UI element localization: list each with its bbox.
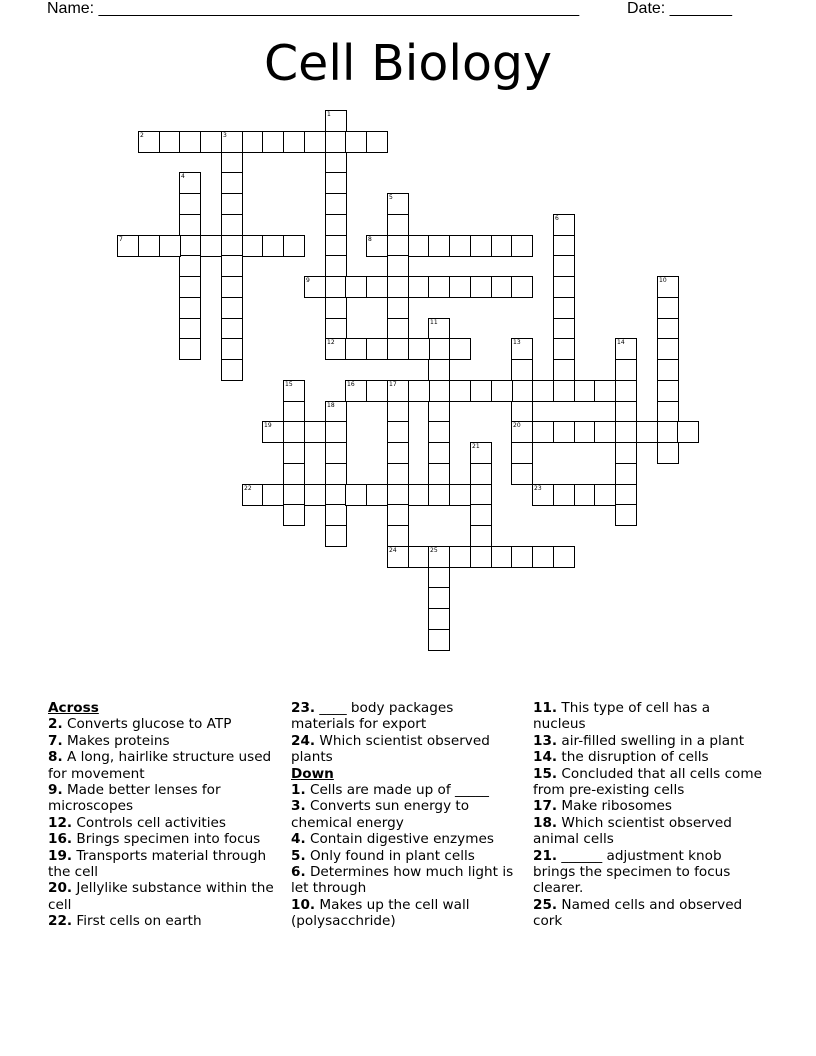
across-clue [48, 880, 278, 913]
grid-cell[interactable] [553, 255, 575, 277]
grid-cell[interactable] [532, 546, 554, 568]
grid-cell[interactable] [387, 338, 409, 360]
grid-cell[interactable] [553, 214, 575, 236]
grid-cell[interactable] [366, 380, 388, 402]
grid-cell[interactable] [200, 235, 222, 257]
grid-cell[interactable] [283, 421, 305, 443]
grid-cell[interactable] [470, 525, 492, 547]
across-clue [48, 815, 278, 831]
clue-text: Controls cell activities [76, 814, 226, 831]
grid-cell[interactable] [221, 152, 243, 174]
down-clue [291, 864, 521, 897]
grid-cell[interactable] [657, 297, 679, 319]
grid-cell[interactable] [657, 421, 679, 443]
grid-cell[interactable] [511, 546, 533, 568]
clue-text: Named cells and observed cork [533, 896, 743, 930]
clue-text: Make ribosomes [561, 798, 672, 815]
grid-cell[interactable] [387, 484, 409, 506]
grid-clue-number: 18 [327, 402, 335, 409]
grid-cell[interactable] [283, 484, 305, 506]
grid-cell[interactable] [511, 463, 533, 485]
grid-cell[interactable] [304, 421, 326, 443]
grid-cell[interactable] [387, 214, 409, 236]
grid-cell[interactable] [179, 276, 201, 298]
grid-cell[interactable] [262, 484, 284, 506]
grid-cell[interactable] [242, 484, 264, 506]
grid-cell[interactable] [325, 172, 347, 194]
grid-cell[interactable] [428, 629, 450, 651]
grid-cell[interactable] [387, 255, 409, 277]
clue-text: Jellylike substance within the cell [48, 880, 274, 913]
grid-cell[interactable] [262, 131, 284, 153]
grid-cell[interactable] [200, 131, 222, 153]
grid-cell[interactable] [657, 401, 679, 423]
grid-clue-number: 17 [389, 381, 397, 388]
down-clue [291, 798, 521, 831]
grid-cell[interactable] [179, 131, 201, 153]
clue-text: Brings specimen into focus [76, 831, 261, 848]
grid-cell[interactable] [428, 318, 450, 340]
grid-cell[interactable] [179, 255, 201, 277]
grid-cell[interactable] [179, 297, 201, 319]
grid-cell[interactable] [594, 421, 616, 443]
grid-cell[interactable] [532, 484, 554, 506]
grid-cell[interactable] [615, 401, 637, 423]
grid-cell[interactable] [574, 380, 596, 402]
grid-cell[interactable] [511, 276, 533, 298]
grid-cell[interactable] [449, 380, 471, 402]
grid-cell[interactable] [511, 401, 533, 423]
grid-cell[interactable] [574, 421, 596, 443]
grid-cell[interactable] [428, 359, 450, 381]
grid-cell[interactable] [408, 484, 430, 506]
down-clue [291, 782, 521, 798]
grid-cell[interactable] [387, 297, 409, 319]
grid-cell[interactable] [283, 504, 305, 526]
clue-number: 8. [48, 749, 63, 766]
grid-cell[interactable] [325, 401, 347, 423]
grid-cell[interactable] [221, 338, 243, 360]
grid-clue-number: 12 [327, 339, 335, 346]
grid-cell[interactable] [511, 359, 533, 381]
clue-number: 22. [48, 913, 73, 930]
grid-cell[interactable] [615, 421, 637, 443]
clue-number: 18. [533, 814, 558, 831]
grid-cell[interactable] [345, 484, 367, 506]
grid-cell[interactable] [553, 276, 575, 298]
grid-cell[interactable] [221, 235, 243, 257]
grid-cell[interactable] [242, 235, 264, 257]
grid-cell[interactable] [387, 318, 409, 340]
grid-cell[interactable] [179, 318, 201, 340]
down-clue [291, 831, 521, 847]
clue-text: Cells are made up of _____ [309, 782, 489, 799]
grid-cell[interactable] [594, 484, 616, 506]
grid-cell[interactable] [428, 421, 450, 443]
grid-cell[interactable] [657, 442, 679, 464]
grid-cell[interactable] [428, 338, 450, 360]
grid-cell[interactable] [408, 338, 430, 360]
grid-cell[interactable] [428, 276, 450, 298]
grid-cell[interactable] [283, 380, 305, 402]
clue-text: the disruption of cells [561, 749, 709, 766]
clue-text: Converts sun energy to chemical energy [291, 798, 470, 831]
grid-cell[interactable] [283, 235, 305, 257]
grid-cell[interactable] [470, 235, 492, 257]
grid-cell[interactable] [325, 463, 347, 485]
grid-cell[interactable] [325, 255, 347, 277]
clue-number: 14. [533, 749, 558, 766]
across-clue [48, 782, 278, 815]
clue-text: This type of cell has a nucleus [533, 700, 711, 733]
grid-cell[interactable] [283, 442, 305, 464]
grid-cell[interactable] [511, 421, 533, 443]
clue-number: 23. [291, 700, 316, 716]
grid-cell[interactable] [428, 235, 450, 257]
grid-cell[interactable] [221, 359, 243, 381]
clue-text: Determines how much light is let through [291, 864, 514, 897]
grid-clue-number: 21 [472, 443, 480, 450]
grid-clue-number: 19 [264, 422, 272, 429]
clue-number: 19. [48, 847, 73, 864]
clue-number: 1. [291, 782, 306, 799]
grid-cell[interactable] [553, 380, 575, 402]
grid-cell[interactable] [470, 442, 492, 464]
clue-number: 25. [533, 896, 558, 913]
grid-cell[interactable] [428, 401, 450, 423]
grid-cell[interactable] [387, 546, 409, 568]
grid-cell[interactable] [470, 380, 492, 402]
grid-cell[interactable] [511, 235, 533, 257]
grid-cell[interactable] [657, 276, 679, 298]
grid-cell[interactable] [408, 380, 430, 402]
grid-cell[interactable] [387, 421, 409, 443]
clue-text: Which scientist observed plants [291, 732, 490, 766]
grid-cell[interactable] [325, 318, 347, 340]
grid-cell[interactable] [325, 110, 347, 132]
clue-text: ______ adjustment knob brings the specimen to focus clearer. [533, 847, 731, 897]
grid-cell[interactable] [408, 546, 430, 568]
grid-cell[interactable] [491, 235, 513, 257]
grid-cell[interactable] [179, 193, 201, 215]
grid-cell[interactable] [366, 235, 388, 257]
grid-cell[interactable] [636, 421, 658, 443]
grid-cell[interactable] [491, 546, 513, 568]
grid-cell[interactable] [283, 401, 305, 423]
grid-cell[interactable] [325, 152, 347, 174]
grid-cell[interactable] [449, 338, 471, 360]
grid-clue-number: 5 [389, 194, 393, 201]
clue-text: Converts glucose to ATP [66, 716, 232, 733]
grid-cell[interactable] [325, 235, 347, 257]
grid-cell[interactable] [325, 484, 347, 506]
grid-cell[interactable] [325, 276, 347, 298]
grid-cell[interactable] [657, 359, 679, 381]
grid-cell[interactable] [553, 338, 575, 360]
grid-cell[interactable] [491, 276, 513, 298]
grid-cell[interactable] [221, 318, 243, 340]
down-clue [533, 700, 763, 733]
grid-cell[interactable] [553, 484, 575, 506]
grid-cell[interactable] [366, 276, 388, 298]
grid-cell[interactable] [574, 484, 596, 506]
grid-cell[interactable] [221, 255, 243, 277]
grid-cell[interactable] [159, 131, 181, 153]
grid-cell[interactable] [262, 235, 284, 257]
grid-clue-number: 2 [140, 132, 144, 139]
clue-number: 17. [533, 798, 558, 815]
grid-cell[interactable] [345, 131, 367, 153]
grid-cell[interactable] [262, 421, 284, 443]
grid-cell[interactable] [615, 359, 637, 381]
grid-clue-number: 11 [430, 319, 438, 326]
grid-cell[interactable] [511, 442, 533, 464]
grid-cell[interactable] [449, 235, 471, 257]
clue-number: 6. [291, 864, 306, 881]
grid-cell[interactable] [657, 338, 679, 360]
across-clue [48, 749, 278, 782]
grid-cell[interactable] [594, 380, 616, 402]
clue-text: air-filled swelling in a plant [561, 732, 745, 749]
grid-cell[interactable] [325, 214, 347, 236]
grid-cell[interactable] [428, 608, 450, 630]
across-clue [48, 848, 278, 881]
grid-cell[interactable] [470, 546, 492, 568]
grid-cell[interactable] [449, 546, 471, 568]
grid-cell[interactable] [179, 172, 201, 194]
across-clue [48, 913, 278, 929]
grid-clue-number: 15 [285, 381, 293, 388]
grid-cell[interactable] [532, 421, 554, 443]
grid-cell[interactable] [325, 338, 347, 360]
grid-cell[interactable] [428, 484, 450, 506]
grid-cell[interactable] [221, 214, 243, 236]
grid-clue-number: 3 [223, 132, 227, 139]
down-clue [533, 897, 763, 930]
grid-clue-number: 1 [327, 111, 331, 118]
grid-cell[interactable] [470, 484, 492, 506]
clue-number: 24. [291, 732, 316, 749]
down-clue [533, 766, 763, 799]
clue-number: 13. [533, 732, 558, 749]
across-clue [291, 733, 521, 766]
clue-text: Concluded that all cells come from pre-existing cells [533, 765, 762, 799]
grid-cell[interactable] [221, 131, 243, 153]
grid-cell[interactable] [325, 525, 347, 547]
grid-cell[interactable] [221, 172, 243, 194]
grid-cell[interactable] [553, 297, 575, 319]
grid-cell[interactable] [553, 318, 575, 340]
clue-number: 9. [48, 782, 63, 799]
grid-cell[interactable] [615, 380, 637, 402]
across-clue [291, 700, 521, 733]
grid-cell[interactable] [283, 131, 305, 153]
grid-cell[interactable] [428, 587, 450, 609]
name-field[interactable]: Name: ______________________________________________________ [47, 0, 580, 17]
grid-clue-number: 14 [617, 339, 625, 346]
grid-cell[interactable] [449, 276, 471, 298]
clue-text: Contain digestive enzymes [309, 831, 494, 848]
grid-cell[interactable] [345, 380, 367, 402]
grid-clue-number: 13 [513, 339, 521, 346]
grid-cell[interactable] [657, 380, 679, 402]
grid-clue-number: 4 [181, 173, 185, 180]
grid-cell[interactable] [553, 359, 575, 381]
grid-cell[interactable] [470, 276, 492, 298]
clue-number: 16. [48, 831, 73, 848]
grid-cell[interactable] [532, 380, 554, 402]
grid-cell[interactable] [179, 235, 201, 257]
grid-cell[interactable] [408, 235, 430, 257]
page-title: Cell Biology [263, 35, 553, 92]
down-clue [533, 848, 763, 897]
grid-cell[interactable] [615, 338, 637, 360]
clue-number: 20. [48, 880, 73, 897]
grid-cell[interactable] [511, 380, 533, 402]
clues-column-1 [48, 700, 278, 930]
grid-clue-number: 7 [119, 236, 123, 243]
grid-clue-number: 23 [534, 485, 542, 492]
grid-cell[interactable] [553, 421, 575, 443]
clue-text: A long, hairlike structure used for movement [48, 749, 272, 782]
down-clue [533, 733, 763, 749]
clue-text: First cells on earth [76, 913, 202, 930]
grid-cell[interactable] [387, 380, 409, 402]
grid-cell[interactable] [159, 235, 181, 257]
grid-cell[interactable] [677, 421, 699, 443]
grid-clue-number: 16 [347, 381, 355, 388]
grid-cell[interactable] [428, 380, 450, 402]
grid-clue-number: 22 [244, 485, 252, 492]
grid-cell[interactable] [138, 131, 160, 153]
grid-cell[interactable] [325, 442, 347, 464]
clue-text: Which scientist observed animal cells [533, 814, 732, 848]
grid-cell[interactable] [615, 442, 637, 464]
grid-cell[interactable] [304, 276, 326, 298]
clue-number: 3. [291, 798, 306, 815]
grid-cell[interactable] [491, 380, 513, 402]
grid-cell[interactable] [428, 546, 450, 568]
grid-cell[interactable] [345, 338, 367, 360]
grid-cell[interactable] [553, 546, 575, 568]
grid-cell[interactable] [179, 214, 201, 236]
grid-cell[interactable] [387, 463, 409, 485]
grid-clue-number: 25 [430, 547, 438, 554]
grid-cell[interactable] [179, 338, 201, 360]
clue-number: 11. [533, 700, 558, 716]
grid-cell[interactable] [221, 193, 243, 215]
grid-cell[interactable] [221, 276, 243, 298]
clue-text: Made better lenses for microscopes [48, 782, 221, 815]
grid-cell[interactable] [366, 484, 388, 506]
grid-cell[interactable] [470, 504, 492, 526]
grid-cell[interactable] [325, 297, 347, 319]
grid-clue-number: 24 [389, 547, 397, 554]
grid-cell[interactable] [428, 442, 450, 464]
down-clue [291, 848, 521, 864]
grid-cell[interactable] [428, 463, 450, 485]
grid-cell[interactable] [325, 504, 347, 526]
across-heading: Across [48, 700, 99, 716]
grid-cell[interactable] [615, 463, 637, 485]
grid-cell[interactable] [387, 235, 409, 257]
grid-cell[interactable] [387, 442, 409, 464]
down-clue [533, 749, 763, 765]
grid-cell[interactable] [449, 484, 471, 506]
grid-cell[interactable] [657, 318, 679, 340]
clue-number: 5. [291, 847, 306, 864]
grid-cell[interactable] [304, 131, 326, 153]
grid-cell[interactable] [387, 525, 409, 547]
grid-cell[interactable] [117, 235, 139, 257]
clue-number: 7. [48, 732, 63, 749]
grid-cell[interactable] [387, 193, 409, 215]
clue-text: Transports material through the cell [48, 847, 267, 881]
grid-cell[interactable] [221, 297, 243, 319]
clue-number: 4. [291, 831, 306, 848]
grid-cell[interactable] [511, 338, 533, 360]
grid-clue-number: 9 [306, 277, 310, 284]
across-clue [48, 831, 278, 847]
down-heading: Down [291, 765, 334, 782]
grid-cell[interactable] [138, 235, 160, 257]
grid-cell[interactable] [387, 401, 409, 423]
grid-clue-number: 8 [368, 236, 372, 243]
grid-cell[interactable] [325, 421, 347, 443]
clue-text: Makes up the cell wall (polysacchride) [291, 896, 470, 930]
grid-cell[interactable] [366, 338, 388, 360]
grid-cell[interactable] [387, 276, 409, 298]
grid-cell[interactable] [387, 504, 409, 526]
clue-text: Only found in plant cells [309, 847, 475, 864]
grid-cell[interactable] [242, 131, 264, 153]
down-clue [533, 798, 763, 814]
clue-number: 15. [533, 765, 558, 782]
grid-cell[interactable] [615, 504, 637, 526]
grid-cell[interactable] [325, 193, 347, 215]
clue-text: ____ body packages materials for export [291, 700, 454, 733]
clue-number: 10. [291, 896, 316, 913]
grid-cell[interactable] [428, 567, 450, 589]
grid-cell[interactable] [366, 131, 388, 153]
across-clue [48, 733, 278, 749]
clue-number: 21. [533, 847, 558, 864]
grid-cell[interactable] [470, 463, 492, 485]
grid-cell[interactable] [553, 235, 575, 257]
grid-cell[interactable] [615, 484, 637, 506]
down-clue [533, 815, 763, 848]
across-clue [48, 716, 278, 732]
grid-clue-number: 6 [555, 215, 559, 222]
grid-cell[interactable] [325, 131, 347, 153]
down-clue [291, 897, 521, 930]
clue-number: 12. [48, 814, 73, 831]
grid-cell[interactable] [283, 463, 305, 485]
clues-column-2 [291, 700, 521, 930]
grid-cell[interactable] [408, 276, 430, 298]
date-field[interactable]: Date: _______ [627, 0, 732, 17]
grid-clue-number: 20 [513, 422, 521, 429]
grid-cell[interactable] [304, 484, 326, 506]
clues-column-3 [533, 700, 763, 930]
grid-cell[interactable] [345, 276, 367, 298]
clue-number: 2. [48, 716, 63, 733]
clue-text: Makes proteins [66, 732, 170, 749]
grid-clue-number: 10 [659, 277, 667, 284]
